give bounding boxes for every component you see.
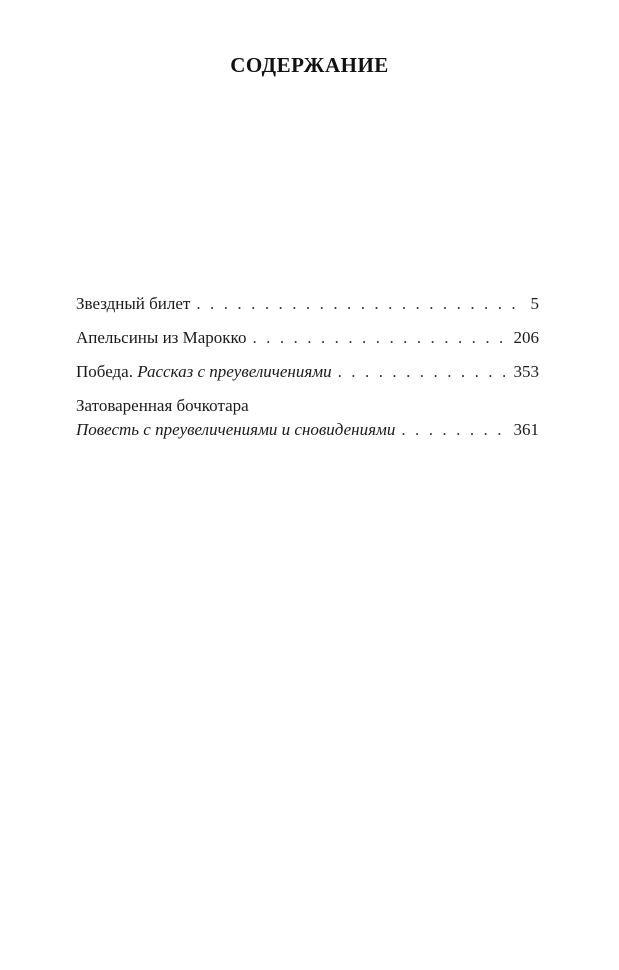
dot-leader [338, 360, 508, 384]
toc-entry-pobeda [76, 360, 539, 384]
toc-entry-title: Апельсины из Марокко [76, 328, 247, 347]
table-of-contents [76, 292, 539, 442]
toc-entry-page: 361 [513, 420, 539, 439]
toc-entry-zvezdny-bilet [76, 292, 539, 316]
toc-entry-page: 5 [530, 294, 539, 313]
toc-entry-page: 206 [513, 328, 539, 347]
toc-entry-subline [76, 418, 539, 442]
toc-entry-title: Победа. [76, 362, 133, 381]
toc-entry-subtitle: Повесть с преувеличениями и сновидениями [76, 420, 396, 439]
toc-entry-subtitle: Рассказ с преувеличениями [137, 362, 332, 381]
toc-entry-title-group [76, 360, 332, 384]
toc-entry-zatovarennaya [76, 394, 539, 442]
toc-entry-page: 353 [513, 362, 539, 381]
toc-entry-title: Звездный билет [76, 294, 191, 313]
dot-leader [401, 418, 507, 442]
dot-leader [252, 326, 507, 350]
toc-entry-title: Затоваренная бочкотара [76, 396, 249, 415]
toc-entry-apelsiny [76, 326, 539, 350]
page-title: СОДЕРЖАНИЕ [230, 53, 389, 77]
dot-leader [196, 292, 524, 316]
